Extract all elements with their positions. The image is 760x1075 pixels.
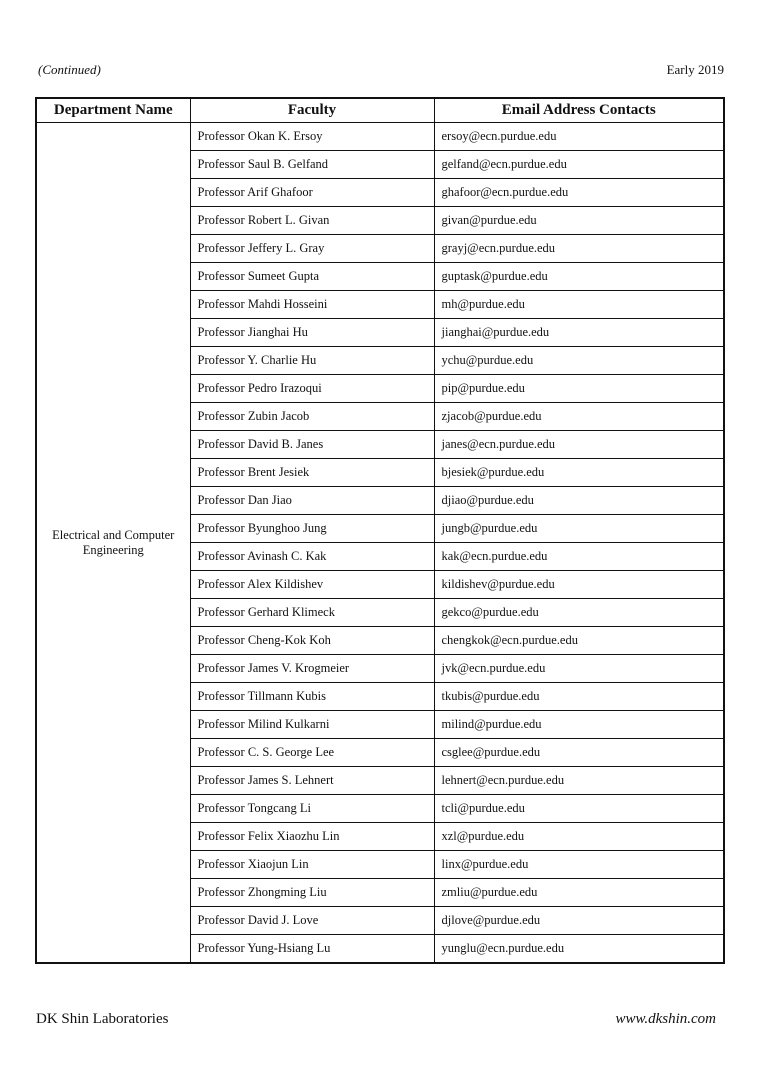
continued-label: (Continued): [38, 62, 101, 77]
email-address-cell: zjacob@purdue.edu: [434, 403, 724, 431]
faculty-name-cell: Professor Dan Jiao: [190, 487, 434, 515]
faculty-name-cell: Professor Brent Jesiek: [190, 459, 434, 487]
email-address-cell: bjesiek@purdue.edu: [434, 459, 724, 487]
faculty-name-cell: Professor Xiaojun Lin: [190, 851, 434, 879]
faculty-name-cell: Professor Jeffery L. Gray: [190, 235, 434, 263]
email-address-cell: tkubis@purdue.edu: [434, 683, 724, 711]
table-row: [36, 123, 724, 151]
email-address-cell: grayj@ecn.purdue.edu: [434, 235, 724, 263]
email-address-cell: givan@purdue.edu: [434, 207, 724, 235]
email-address-cell: pip@purdue.edu: [434, 375, 724, 403]
email-address-cell: djiao@purdue.edu: [434, 487, 724, 515]
faculty-name-cell: Professor Byunghoo Jung: [190, 515, 434, 543]
email-address-cell: jungb@purdue.edu: [434, 515, 724, 543]
table-body: [36, 123, 724, 964]
email-address-cell: yunglu@ecn.purdue.edu: [434, 935, 724, 964]
column-header-email: Email Address Contacts: [434, 98, 724, 123]
faculty-name-cell: Professor Pedro Irazoqui: [190, 375, 434, 403]
faculty-name-cell: Professor Cheng-Kok Koh: [190, 627, 434, 655]
email-address-cell: janes@ecn.purdue.edu: [434, 431, 724, 459]
faculty-name-cell: Professor Avinash C. Kak: [190, 543, 434, 571]
faculty-name-cell: Professor Milind Kulkarni: [190, 711, 434, 739]
email-address-cell: gelfand@ecn.purdue.edu: [434, 151, 724, 179]
email-address-cell: chengkok@ecn.purdue.edu: [434, 627, 724, 655]
faculty-name-cell: Professor David J. Love: [190, 907, 434, 935]
email-address-cell: ersoy@ecn.purdue.edu: [434, 123, 724, 151]
email-address-cell: gekco@purdue.edu: [434, 599, 724, 627]
faculty-name-cell: Professor Mahdi Hosseini: [190, 291, 434, 319]
faculty-name-cell: Professor Jianghai Hu: [190, 319, 434, 347]
email-address-cell: zmliu@purdue.edu: [434, 879, 724, 907]
faculty-name-cell: Professor Y. Charlie Hu: [190, 347, 434, 375]
footer-lab-name: DK Shin Laboratories: [36, 1011, 169, 1027]
email-address-cell: mh@purdue.edu: [434, 291, 724, 319]
faculty-directory-table: [35, 97, 725, 964]
faculty-name-cell: Professor Zubin Jacob: [190, 403, 434, 431]
email-address-cell: jianghai@purdue.edu: [434, 319, 724, 347]
email-address-cell: ghafoor@ecn.purdue.edu: [434, 179, 724, 207]
faculty-name-cell: Professor Yung-Hsiang Lu: [190, 935, 434, 964]
faculty-name-cell: Professor Gerhard Klimeck: [190, 599, 434, 627]
email-address-cell: linx@purdue.edu: [434, 851, 724, 879]
column-header-faculty: Faculty: [190, 98, 434, 123]
email-address-cell: kak@ecn.purdue.edu: [434, 543, 724, 571]
email-address-cell: jvk@ecn.purdue.edu: [434, 655, 724, 683]
faculty-name-cell: Professor James V. Krogmeier: [190, 655, 434, 683]
email-address-cell: csglee@purdue.edu: [434, 739, 724, 767]
column-header-department: Department Name: [36, 98, 190, 123]
faculty-name-cell: Professor Alex Kildishev: [190, 571, 434, 599]
faculty-name-cell: Professor Arif Ghafoor: [190, 179, 434, 207]
email-address-cell: milind@purdue.edu: [434, 711, 724, 739]
email-address-cell: ychu@purdue.edu: [434, 347, 724, 375]
department-name-cell: Electrical and Computer Engineering: [36, 123, 190, 964]
faculty-name-cell: Professor Zhongming Liu: [190, 879, 434, 907]
email-address-cell: guptask@purdue.edu: [434, 263, 724, 291]
faculty-name-cell: Professor David B. Janes: [190, 431, 434, 459]
faculty-name-cell: Professor Felix Xiaozhu Lin: [190, 823, 434, 851]
faculty-name-cell: Professor Tongcang Li: [190, 795, 434, 823]
table-header-row: [36, 98, 724, 123]
faculty-name-cell: Professor James S. Lehnert: [190, 767, 434, 795]
email-address-cell: lehnert@ecn.purdue.edu: [434, 767, 724, 795]
faculty-name-cell: Professor Sumeet Gupta: [190, 263, 434, 291]
faculty-name-cell: Professor Robert L. Givan: [190, 207, 434, 235]
date-label: Early 2019: [666, 62, 724, 77]
email-address-cell: djlove@purdue.edu: [434, 907, 724, 935]
faculty-name-cell: Professor Saul B. Gelfand: [190, 151, 434, 179]
email-address-cell: tcli@purdue.edu: [434, 795, 724, 823]
email-address-cell: kildishev@purdue.edu: [434, 571, 724, 599]
faculty-name-cell: Professor Tillmann Kubis: [190, 683, 434, 711]
email-address-cell: xzl@purdue.edu: [434, 823, 724, 851]
faculty-name-cell: Professor Okan K. Ersoy: [190, 123, 434, 151]
footer-website: www.dkshin.com: [615, 1011, 716, 1027]
faculty-name-cell: Professor C. S. George Lee: [190, 739, 434, 767]
